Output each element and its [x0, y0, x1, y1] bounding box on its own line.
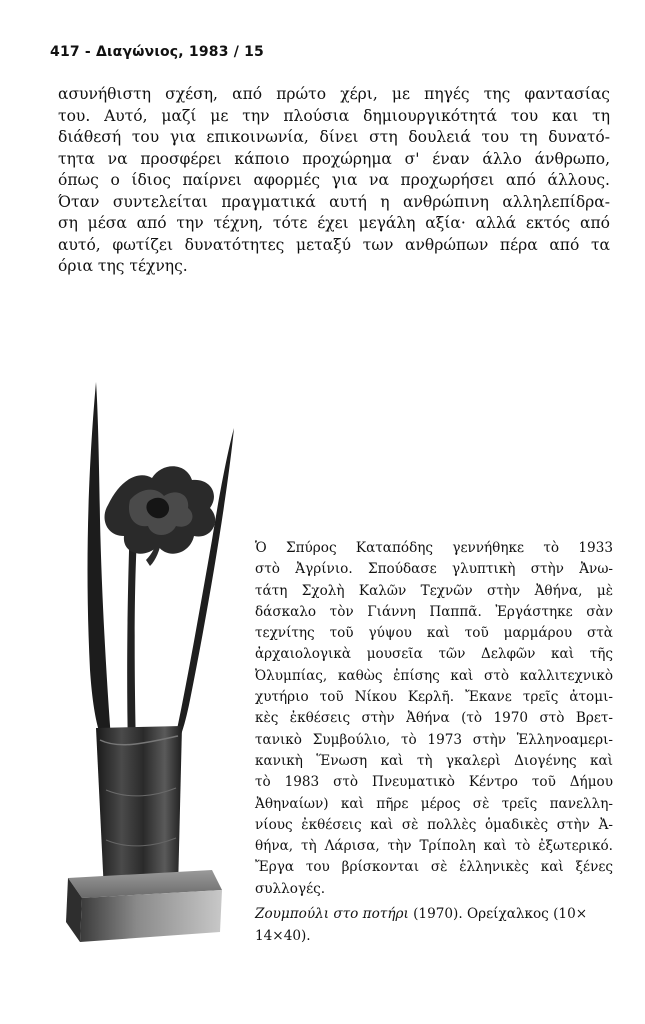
- paragraph-line: ασυνήθιστη σχέση, από πρώτο χέρι, με πηγές της φαντασίας: [58, 85, 610, 103]
- sculpture-photo: [60, 370, 250, 950]
- artwork-title: Ζουμπούλι στο ποτήρι: [255, 906, 409, 922]
- bio-line: τανικὸ Συμβούλιο, τὸ 1973 στὴν Ἑλληνοαμερι-: [255, 731, 613, 748]
- paragraph-line: Όταν συντελείται πραγματικά αυτή η ανθρώπινη αλληλεπίδρα-: [58, 192, 610, 211]
- bio-line: κανικὴ Ἕνωση καὶ τὴ γκαλερὶ Διογένης καὶ: [255, 752, 613, 769]
- bio-line: νίους ἐκθέσεις καὶ σὲ πολλὲς ὁμαδικὲς στὴν Ἀ-: [255, 816, 613, 833]
- caption-line: [255, 903, 613, 925]
- bio-line: Ὁ Σπύρος Καταπόδης γεννήθηκε τὸ 1933: [255, 540, 613, 556]
- artwork-details: (1970). Ορείχαλκος (10×: [408, 906, 588, 922]
- bio-line: στὸ Ἀγρίνιο. Σπούδασε γλυπτικὴ στὴν Ἀνω-: [255, 561, 613, 578]
- paragraph-line: αυτό, φωτίζει δυνατότητες μεταξύ των ανθρώπων πέρα από τα: [58, 235, 610, 254]
- bio-line: Ἀθηναίων) καὶ πῆρε μέρος σὲ τρεῖς πανελλη-: [255, 795, 613, 812]
- paragraph-line: διάθεσή του για επικοινωνία, δίνει στη δουλειά του τη δυνατό-: [58, 128, 610, 146]
- bio-line: τεχνίτης τοῦ γύψου καὶ τοῦ μαρμάρου στὰ: [255, 625, 613, 642]
- bio-line: συλλογές.: [255, 880, 326, 897]
- stone-base-front: [80, 890, 222, 942]
- leaf-left: [88, 382, 112, 752]
- page-header: 417 - Διαγώνιος, 1983 / 15: [50, 44, 265, 60]
- paragraph-line: όρια της τέχνης.: [58, 257, 188, 275]
- bio-line: τάτη Σχολὴ Καλῶν Τεχνῶν στὴν Ἀθήνα, μὲ: [255, 582, 613, 599]
- artwork-caption: [255, 903, 613, 947]
- top-paragraph: [58, 84, 610, 278]
- bio-line: Ὀλυμπίας, καθὼς ἐπίσης καὶ στὸ καλλιτεχνικὸ: [255, 667, 613, 684]
- bio-line: χυτήριο τοῦ Νίκου Κερλῆ. Ἔκανε τρεῖς ἀτομι-: [255, 689, 613, 706]
- paragraph-line: όπως ο ίδιος παίρνει αφορμές για να προχωρήσει από άλλους.: [58, 171, 610, 189]
- flower-stem: [127, 520, 138, 750]
- bio-line: ἀρχαιολογικὰ μουσεῖα τῶν Δελφῶν καὶ τῆς: [255, 646, 613, 663]
- caption-line: 14×40).: [255, 928, 311, 944]
- paragraph-line: του. Αυτό, μαζί με την πλούσια δημιουργικότητά του και τη: [58, 106, 610, 125]
- bio-line: Ἔργα του βρίσκονται σὲ ἑλληνικὲς καὶ ξένες: [255, 859, 613, 876]
- bio-line: τὸ 1983 στὸ Πνευματικὸ Κέντρο τοῦ Δήμου: [255, 774, 613, 791]
- paragraph-line: ση μέσα από την τέχνη, τότε έχει μεγάλη αξία· αλλά εκτός από: [58, 214, 610, 232]
- bio-line: κὲς ἐκθέσεις στὴν Ἀθήνα (τὸ 1970 στὸ Βρετ-: [255, 710, 613, 727]
- flower-head: [105, 466, 216, 566]
- bio-line: δάσκαλο τὸν Γιάννη Παππᾶ. Ἐργάστηκε σὰν: [255, 603, 613, 620]
- artist-bio: [255, 538, 613, 900]
- glass: [96, 726, 182, 892]
- paragraph-line: τητα να προσφέρει κάποιο προχώρημα σ' έναν άλλο άνθρωπο,: [58, 149, 610, 168]
- bio-line: θήνα, τὴ Λάρισα, τὴν Τρίπολη καὶ τὸ ἐξωτερικό.: [255, 838, 613, 855]
